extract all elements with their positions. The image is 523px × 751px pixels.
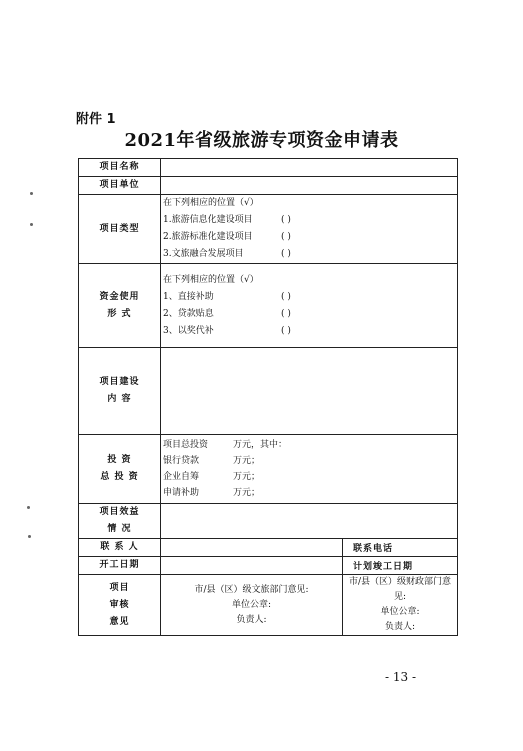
investment-label: 投 资 总 投 资: [79, 435, 161, 504]
finance-dept-opinion[interactable]: 市/县（区）级财政部门意见: 单位公章: 负责人:: [343, 575, 458, 636]
row-contact: [79, 539, 458, 557]
scan-speck: [30, 223, 33, 226]
investment-line[interactable]: 申请补助 万元；: [163, 488, 261, 498]
type-option[interactable]: 2.旅游标准化建设项目 ( ): [163, 232, 291, 242]
row-review: [79, 575, 458, 636]
start-date-label: 开工日期: [79, 557, 161, 575]
type-option[interactable]: 1.旅游信息化建设项目 ( ): [163, 215, 291, 225]
project-unit-field[interactable]: [161, 177, 458, 195]
form-title: 2021年省级旅游专项资金申请表: [124, 130, 399, 151]
contact-field[interactable]: [161, 539, 343, 557]
page-number: - 13 -: [385, 670, 417, 684]
project-type-instruction: 在下列相应的位置（√）: [163, 198, 259, 208]
benefit-label: 项目效益 情 况: [79, 504, 161, 539]
project-name-label: 项目名称: [79, 159, 161, 177]
scan-speck: [27, 506, 30, 509]
investment-details: [161, 435, 458, 504]
investment-line[interactable]: 企业自筹 万元；: [163, 472, 261, 482]
phone-label: 联系电话: [343, 539, 458, 557]
project-unit-label: 项目单位: [79, 177, 161, 195]
row-project-name: [79, 159, 458, 177]
fund-use-instruction: 在下列相应的位置（√）: [163, 274, 259, 285]
project-type-label: 项目类型: [79, 195, 161, 264]
fund-option[interactable]: 1、直接补助 ( ): [163, 291, 291, 302]
project-type-options: [161, 195, 458, 264]
contact-label: 联 系 人: [79, 539, 161, 557]
content-label: 项目建设 内 容: [79, 348, 161, 435]
fund-option[interactable]: 2、贷款贴息 ( ): [163, 308, 291, 319]
investment-line[interactable]: 银行贷款 万元；: [163, 456, 261, 466]
row-benefit: [79, 504, 458, 539]
row-project-unit: [79, 177, 458, 195]
start-date-field[interactable]: [161, 557, 343, 575]
attachment-label: 附件 1: [76, 112, 116, 127]
culture-dept-opinion[interactable]: 市/县（区）级文旅部门意见: 单位公章: 负责人:: [161, 575, 343, 636]
row-content: [79, 348, 458, 435]
scan-speck: [30, 192, 33, 195]
benefit-field[interactable]: [161, 504, 458, 539]
row-fund-use: [79, 264, 458, 348]
application-form-table: [78, 158, 458, 636]
project-name-field[interactable]: [161, 159, 458, 177]
fund-option[interactable]: 3、以奖代补 ( ): [163, 325, 291, 336]
fund-use-options: [161, 264, 458, 348]
row-dates: [79, 557, 458, 575]
fund-use-label: 资金使用 形 式: [79, 264, 161, 348]
end-date-label: 计划竣工日期: [343, 557, 458, 575]
scan-speck: [28, 535, 31, 538]
type-option[interactable]: 3.文旅融合发展项目 ( ): [163, 249, 291, 259]
content-field[interactable]: [161, 348, 458, 435]
row-investment: [79, 435, 458, 504]
investment-line[interactable]: 项目总投资 万元，其中：: [163, 440, 288, 450]
review-label: 项目 审核 意见: [79, 575, 161, 636]
row-project-type: [79, 195, 458, 264]
